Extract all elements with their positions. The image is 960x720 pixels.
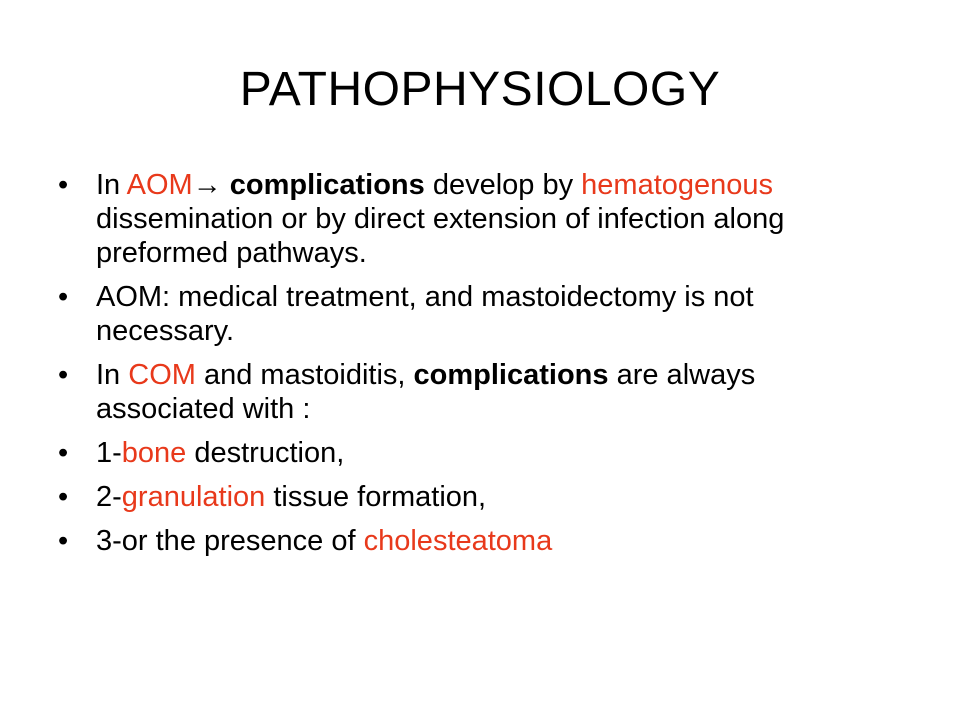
highlight-bone: bone [121,437,187,469]
bullet-text [96,169,784,269]
bullet-dot: • [58,359,69,391]
emphasis-complications: complications [229,169,425,201]
highlight-granulation: granulation [121,481,266,513]
bullet-text [96,525,552,557]
highlight-cholesteatoma: cholesteatoma [363,525,553,557]
bullet-list [58,168,878,568]
bullet-text [96,359,755,425]
bullet-text [96,281,754,347]
text-segment: AOM: medical treatment, and mastoidectomy is not necessary. [96,281,754,347]
text-segment: In [96,169,127,201]
bullet-item [58,168,878,270]
bullet-dot: • [58,281,69,313]
text-segment: develop by [424,169,582,201]
arrow-symbol: → [192,169,230,201]
text-segment: 3-or the presence of [96,525,364,557]
text-segment: 2- [96,481,122,513]
text-segment: tissue formation, [265,481,487,513]
bullet-dot: • [58,481,69,513]
slide-title: PATHOPHYSIOLOGY [239,63,721,116]
bullet-item [58,358,878,426]
text-segment: 1- [96,437,122,469]
bullet-text [96,437,344,469]
highlight-com: COM [128,359,196,391]
highlight-hematogenous: hematogenous [581,169,774,201]
text-segment: destruction, [186,437,345,469]
bullet-item [58,436,878,470]
text-segment: dissemination or by direct extension of infection along preformed pathways. [96,203,785,269]
bullet-dot: • [58,437,69,469]
highlight-aom: AOM [126,169,193,201]
emphasis-complications: complications [413,359,609,391]
text-segment: In [96,359,129,391]
text-segment: are always associated with : [96,359,756,425]
bullet-item [58,480,878,514]
bullet-dot: • [58,169,69,201]
bullet-dot: • [58,525,69,557]
bullet-text [96,481,486,513]
bullet-item [58,280,878,348]
bullet-item [58,524,878,558]
text-segment: and mastoiditis, [195,359,414,391]
